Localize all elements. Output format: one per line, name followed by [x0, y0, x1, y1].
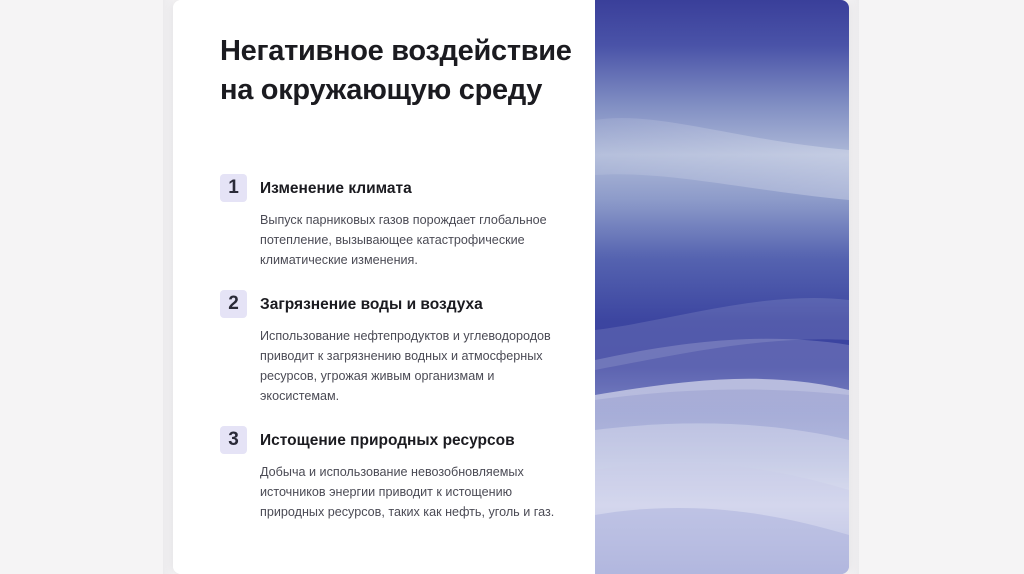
number-badge: 1 [220, 174, 247, 202]
presentation-slide [173, 0, 849, 574]
abstract-blue-waves-image [595, 0, 849, 574]
slide-title: Негативное воздействие на окружающую среду [220, 35, 572, 106]
item-description: Выпуск парниковых газов порождает глобальное потепление, вызывающее катастрофические климатические изменения. [260, 213, 547, 267]
number-badge: 3 [220, 426, 247, 454]
content-panel [173, 0, 595, 574]
page-margin-right [849, 0, 859, 574]
item-description: Добыча и использование невозобновляемых источников энергии приводит к истощению природных ресурсов, таких как нефть, уголь и газ. [260, 465, 555, 519]
wave-graphic [595, 0, 849, 574]
number-badge: 2 [220, 290, 247, 318]
item-heading: Изменение климата [260, 180, 412, 197]
page-margin-left [163, 0, 173, 574]
item-heading: Истощение природных ресурсов [260, 432, 515, 449]
item-description: Использование нефтепродуктов и углеводородов приводит к загрязнению водных и атмосферных ресурсов, угрожая живым организмам и экосистемам. [260, 329, 551, 403]
item-heading: Загрязнение воды и воздуха [260, 296, 483, 313]
